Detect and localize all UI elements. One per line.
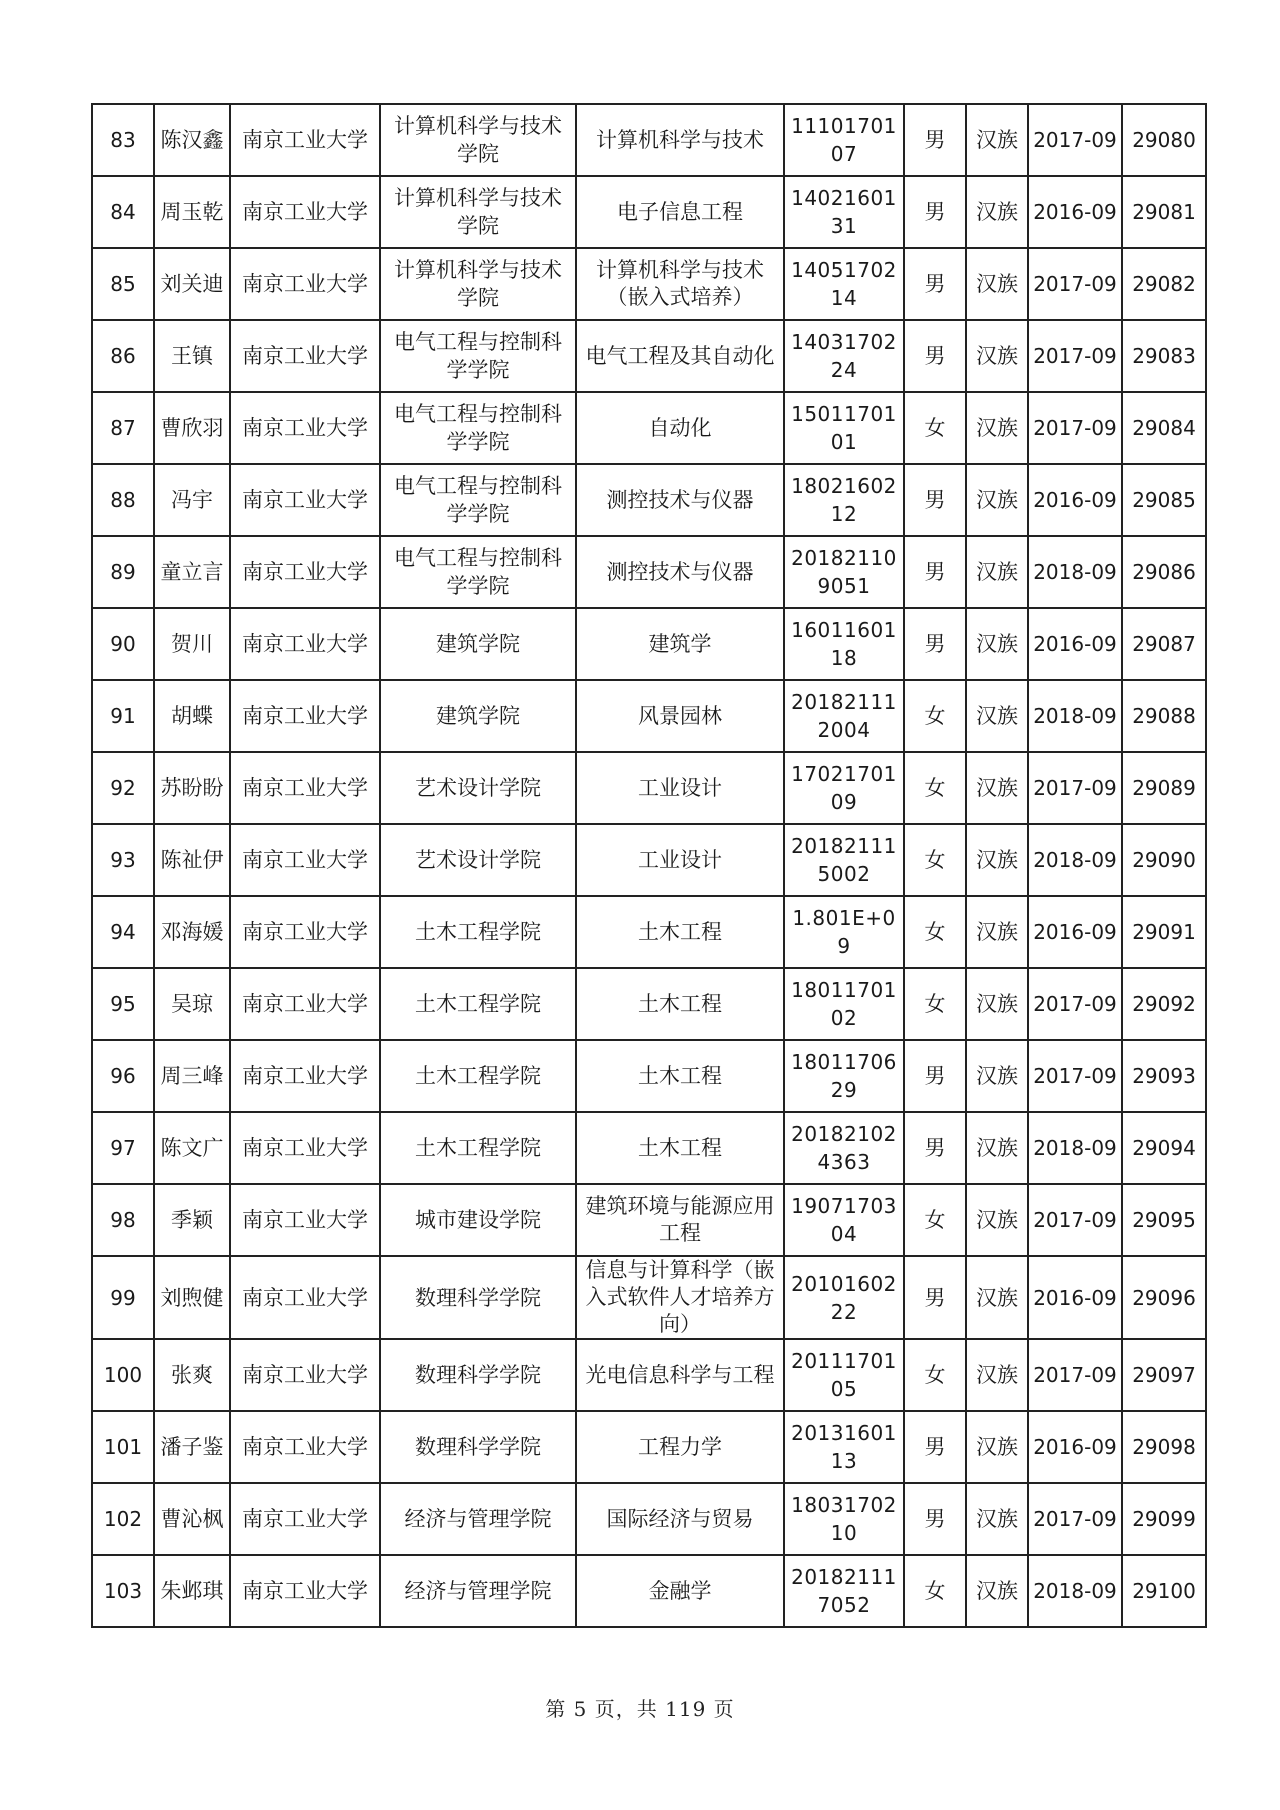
cell-enrolled: 2017-09 bbox=[1028, 968, 1122, 1040]
cell-enrolled: 2017-09 bbox=[1028, 248, 1122, 320]
cell-school: 南京工业大学 bbox=[230, 1411, 380, 1483]
cell-name: 季颖 bbox=[154, 1184, 230, 1256]
cell-student-id: 1601160118 bbox=[784, 608, 904, 680]
cell-major: 工程力学 bbox=[576, 1411, 784, 1483]
cell-ethnicity: 汉族 bbox=[966, 104, 1028, 176]
table-row bbox=[92, 1483, 1206, 1555]
cell-college: 计算机科学与技术学院 bbox=[380, 104, 576, 176]
cell-name: 陈文广 bbox=[154, 1112, 230, 1184]
cell-gender: 男 bbox=[904, 608, 966, 680]
cell-seq: 84 bbox=[92, 176, 154, 248]
cell-college: 艺术设计学院 bbox=[380, 824, 576, 896]
cell-student-id: 201821024363 bbox=[784, 1112, 904, 1184]
cell-college: 电气工程与控制科学学院 bbox=[380, 464, 576, 536]
cell-ethnicity: 汉族 bbox=[966, 176, 1028, 248]
cell-name: 胡蝶 bbox=[154, 680, 230, 752]
cell-name: 王镇 bbox=[154, 320, 230, 392]
cell-gender: 男 bbox=[904, 1040, 966, 1112]
cell-school: 南京工业大学 bbox=[230, 392, 380, 464]
cell-ethnicity: 汉族 bbox=[966, 1184, 1028, 1256]
table-row bbox=[92, 968, 1206, 1040]
table-row bbox=[92, 1555, 1206, 1627]
cell-ethnicity: 汉族 bbox=[966, 1339, 1028, 1411]
cell-seq: 97 bbox=[92, 1112, 154, 1184]
cell-code: 29088 bbox=[1122, 680, 1206, 752]
cell-major: 自动化 bbox=[576, 392, 784, 464]
cell-enrolled: 2018-09 bbox=[1028, 1555, 1122, 1627]
cell-major: 建筑环境与能源应用工程 bbox=[576, 1184, 784, 1256]
cell-seq: 87 bbox=[92, 392, 154, 464]
table-row bbox=[92, 1339, 1206, 1411]
cell-code: 29083 bbox=[1122, 320, 1206, 392]
cell-gender: 男 bbox=[904, 1256, 966, 1339]
table-row bbox=[92, 464, 1206, 536]
cell-student-id: 201821117052 bbox=[784, 1555, 904, 1627]
cell-student-id: 1803170210 bbox=[784, 1483, 904, 1555]
cell-gender: 女 bbox=[904, 824, 966, 896]
cell-seq: 96 bbox=[92, 1040, 154, 1112]
cell-school: 南京工业大学 bbox=[230, 896, 380, 968]
cell-name: 朱邺琪 bbox=[154, 1555, 230, 1627]
cell-code: 29084 bbox=[1122, 392, 1206, 464]
cell-enrolled: 2016-09 bbox=[1028, 608, 1122, 680]
cell-seq: 95 bbox=[92, 968, 154, 1040]
cell-enrolled: 2017-09 bbox=[1028, 1040, 1122, 1112]
cell-gender: 男 bbox=[904, 104, 966, 176]
cell-enrolled: 2016-09 bbox=[1028, 896, 1122, 968]
table-row bbox=[92, 320, 1206, 392]
cell-gender: 女 bbox=[904, 896, 966, 968]
cell-ethnicity: 汉族 bbox=[966, 968, 1028, 1040]
cell-ethnicity: 汉族 bbox=[966, 536, 1028, 608]
cell-student-id: 1801170102 bbox=[784, 968, 904, 1040]
cell-seq: 91 bbox=[92, 680, 154, 752]
cell-major: 风景园林 bbox=[576, 680, 784, 752]
cell-school: 南京工业大学 bbox=[230, 248, 380, 320]
cell-seq: 86 bbox=[92, 320, 154, 392]
cell-ethnicity: 汉族 bbox=[966, 1483, 1028, 1555]
table-row bbox=[92, 248, 1206, 320]
cell-major: 计算机科学与技术 bbox=[576, 104, 784, 176]
cell-major: 土木工程 bbox=[576, 1040, 784, 1112]
cell-student-id: 1403170224 bbox=[784, 320, 904, 392]
page-footer: 第 5 页，共 119 页 bbox=[545, 1697, 735, 1721]
cell-major: 金融学 bbox=[576, 1555, 784, 1627]
table-row bbox=[92, 752, 1206, 824]
cell-school: 南京工业大学 bbox=[230, 752, 380, 824]
cell-college: 土木工程学院 bbox=[380, 896, 576, 968]
cell-name: 刘关迪 bbox=[154, 248, 230, 320]
cell-code: 29086 bbox=[1122, 536, 1206, 608]
cell-seq: 85 bbox=[92, 248, 154, 320]
table-row bbox=[92, 896, 1206, 968]
cell-student-id: 1801170629 bbox=[784, 1040, 904, 1112]
cell-major: 电子信息工程 bbox=[576, 176, 784, 248]
cell-gender: 女 bbox=[904, 968, 966, 1040]
cell-college: 艺术设计学院 bbox=[380, 752, 576, 824]
cell-school: 南京工业大学 bbox=[230, 824, 380, 896]
cell-enrolled: 2016-09 bbox=[1028, 176, 1122, 248]
cell-student-id: 1.801E+09 bbox=[784, 896, 904, 968]
cell-college: 经济与管理学院 bbox=[380, 1555, 576, 1627]
cell-code: 29081 bbox=[1122, 176, 1206, 248]
cell-enrolled: 2018-09 bbox=[1028, 1112, 1122, 1184]
table-row bbox=[92, 176, 1206, 248]
cell-code: 29089 bbox=[1122, 752, 1206, 824]
cell-school: 南京工业大学 bbox=[230, 608, 380, 680]
cell-college: 计算机科学与技术学院 bbox=[380, 176, 576, 248]
cell-code: 29095 bbox=[1122, 1184, 1206, 1256]
cell-enrolled: 2017-09 bbox=[1028, 320, 1122, 392]
table-row bbox=[92, 608, 1206, 680]
cell-code: 29092 bbox=[1122, 968, 1206, 1040]
cell-school: 南京工业大学 bbox=[230, 320, 380, 392]
cell-name: 张爽 bbox=[154, 1339, 230, 1411]
cell-student-id: 1501170101 bbox=[784, 392, 904, 464]
cell-student-id: 2010160222 bbox=[784, 1256, 904, 1339]
cell-seq: 100 bbox=[92, 1339, 154, 1411]
cell-major: 建筑学 bbox=[576, 608, 784, 680]
cell-major: 国际经济与贸易 bbox=[576, 1483, 784, 1555]
cell-major: 测控技术与仪器 bbox=[576, 536, 784, 608]
cell-name: 冯宇 bbox=[154, 464, 230, 536]
cell-seq: 83 bbox=[92, 104, 154, 176]
cell-student-id: 201821109051 bbox=[784, 536, 904, 608]
cell-name: 陈汉鑫 bbox=[154, 104, 230, 176]
cell-student-id: 1405170214 bbox=[784, 248, 904, 320]
cell-code: 29094 bbox=[1122, 1112, 1206, 1184]
table-row bbox=[92, 1411, 1206, 1483]
cell-gender: 男 bbox=[904, 1483, 966, 1555]
cell-ethnicity: 汉族 bbox=[966, 824, 1028, 896]
cell-college: 电气工程与控制科学学院 bbox=[380, 392, 576, 464]
cell-major: 光电信息科学与工程 bbox=[576, 1339, 784, 1411]
cell-code: 29099 bbox=[1122, 1483, 1206, 1555]
cell-code: 29100 bbox=[1122, 1555, 1206, 1627]
cell-code: 29082 bbox=[1122, 248, 1206, 320]
table-row bbox=[92, 1256, 1206, 1339]
cell-seq: 103 bbox=[92, 1555, 154, 1627]
cell-name: 陈祉伊 bbox=[154, 824, 230, 896]
cell-college: 建筑学院 bbox=[380, 680, 576, 752]
cell-gender: 女 bbox=[904, 1184, 966, 1256]
cell-school: 南京工业大学 bbox=[230, 680, 380, 752]
cell-seq: 99 bbox=[92, 1256, 154, 1339]
cell-code: 29090 bbox=[1122, 824, 1206, 896]
cell-ethnicity: 汉族 bbox=[966, 896, 1028, 968]
cell-student-id: 2013160113 bbox=[784, 1411, 904, 1483]
cell-code: 29096 bbox=[1122, 1256, 1206, 1339]
cell-college: 电气工程与控制科学学院 bbox=[380, 536, 576, 608]
cell-major: 计算机科学与技术（嵌入式培养） bbox=[576, 248, 784, 320]
table-row bbox=[92, 1040, 1206, 1112]
cell-gender: 女 bbox=[904, 1339, 966, 1411]
cell-college: 土木工程学院 bbox=[380, 968, 576, 1040]
cell-code: 29080 bbox=[1122, 104, 1206, 176]
cell-enrolled: 2018-09 bbox=[1028, 824, 1122, 896]
table-row bbox=[92, 392, 1206, 464]
cell-school: 南京工业大学 bbox=[230, 1483, 380, 1555]
cell-seq: 90 bbox=[92, 608, 154, 680]
cell-name: 潘子鉴 bbox=[154, 1411, 230, 1483]
cell-ethnicity: 汉族 bbox=[966, 320, 1028, 392]
cell-school: 南京工业大学 bbox=[230, 464, 380, 536]
cell-college: 土木工程学院 bbox=[380, 1112, 576, 1184]
cell-ethnicity: 汉族 bbox=[966, 608, 1028, 680]
cell-ethnicity: 汉族 bbox=[966, 752, 1028, 824]
cell-name: 周玉乾 bbox=[154, 176, 230, 248]
cell-student-id: 201821115002 bbox=[784, 824, 904, 896]
cell-enrolled: 2016-09 bbox=[1028, 1256, 1122, 1339]
cell-college: 数理科学学院 bbox=[380, 1339, 576, 1411]
cell-student-id: 1802160212 bbox=[784, 464, 904, 536]
cell-name: 邓海媛 bbox=[154, 896, 230, 968]
cell-major: 信息与计算科学（嵌入式软件人才培养方向） bbox=[576, 1256, 784, 1339]
cell-major: 土木工程 bbox=[576, 968, 784, 1040]
cell-ethnicity: 汉族 bbox=[966, 1256, 1028, 1339]
cell-school: 南京工业大学 bbox=[230, 1339, 380, 1411]
cell-school: 南京工业大学 bbox=[230, 1555, 380, 1627]
table-row bbox=[92, 536, 1206, 608]
table-body bbox=[92, 104, 1206, 1627]
cell-gender: 女 bbox=[904, 680, 966, 752]
cell-name: 刘煦健 bbox=[154, 1256, 230, 1339]
cell-major: 工业设计 bbox=[576, 752, 784, 824]
cell-seq: 92 bbox=[92, 752, 154, 824]
cell-seq: 94 bbox=[92, 896, 154, 968]
cell-college: 数理科学学院 bbox=[380, 1256, 576, 1339]
student-table bbox=[91, 103, 1207, 1628]
cell-college: 土木工程学院 bbox=[380, 1040, 576, 1112]
cell-gender: 男 bbox=[904, 1112, 966, 1184]
cell-code: 29098 bbox=[1122, 1411, 1206, 1483]
cell-enrolled: 2018-09 bbox=[1028, 536, 1122, 608]
cell-college: 计算机科学与技术学院 bbox=[380, 248, 576, 320]
cell-student-id: 1402160131 bbox=[784, 176, 904, 248]
cell-ethnicity: 汉族 bbox=[966, 1411, 1028, 1483]
cell-enrolled: 2018-09 bbox=[1028, 680, 1122, 752]
cell-enrolled: 2016-09 bbox=[1028, 464, 1122, 536]
cell-name: 曹欣羽 bbox=[154, 392, 230, 464]
cell-school: 南京工业大学 bbox=[230, 1040, 380, 1112]
table-row bbox=[92, 680, 1206, 752]
cell-school: 南京工业大学 bbox=[230, 1256, 380, 1339]
cell-name: 周三峰 bbox=[154, 1040, 230, 1112]
cell-enrolled: 2017-09 bbox=[1028, 1339, 1122, 1411]
cell-gender: 男 bbox=[904, 320, 966, 392]
cell-major: 土木工程 bbox=[576, 1112, 784, 1184]
cell-ethnicity: 汉族 bbox=[966, 392, 1028, 464]
cell-enrolled: 2017-09 bbox=[1028, 1184, 1122, 1256]
cell-code: 29093 bbox=[1122, 1040, 1206, 1112]
cell-major: 工业设计 bbox=[576, 824, 784, 896]
cell-school: 南京工业大学 bbox=[230, 968, 380, 1040]
cell-college: 城市建设学院 bbox=[380, 1184, 576, 1256]
cell-student-id: 2011170105 bbox=[784, 1339, 904, 1411]
cell-student-id: 1702170109 bbox=[784, 752, 904, 824]
cell-school: 南京工业大学 bbox=[230, 104, 380, 176]
cell-name: 曹沁枫 bbox=[154, 1483, 230, 1555]
cell-seq: 88 bbox=[92, 464, 154, 536]
cell-ethnicity: 汉族 bbox=[966, 1555, 1028, 1627]
cell-student-id: 1110170107 bbox=[784, 104, 904, 176]
cell-ethnicity: 汉族 bbox=[966, 1040, 1028, 1112]
cell-gender: 男 bbox=[904, 176, 966, 248]
cell-college: 建筑学院 bbox=[380, 608, 576, 680]
table-row bbox=[92, 824, 1206, 896]
cell-enrolled: 2016-09 bbox=[1028, 1411, 1122, 1483]
cell-code: 29091 bbox=[1122, 896, 1206, 968]
cell-ethnicity: 汉族 bbox=[966, 1112, 1028, 1184]
table-row bbox=[92, 1184, 1206, 1256]
cell-major: 测控技术与仪器 bbox=[576, 464, 784, 536]
cell-ethnicity: 汉族 bbox=[966, 248, 1028, 320]
cell-gender: 男 bbox=[904, 464, 966, 536]
cell-major: 土木工程 bbox=[576, 896, 784, 968]
cell-seq: 93 bbox=[92, 824, 154, 896]
cell-school: 南京工业大学 bbox=[230, 176, 380, 248]
cell-name: 贺川 bbox=[154, 608, 230, 680]
cell-college: 数理科学学院 bbox=[380, 1411, 576, 1483]
cell-enrolled: 2017-09 bbox=[1028, 104, 1122, 176]
cell-seq: 89 bbox=[92, 536, 154, 608]
cell-seq: 98 bbox=[92, 1184, 154, 1256]
cell-name: 童立言 bbox=[154, 536, 230, 608]
cell-seq: 102 bbox=[92, 1483, 154, 1555]
cell-code: 29087 bbox=[1122, 608, 1206, 680]
cell-student-id: 201821112004 bbox=[784, 680, 904, 752]
table-row bbox=[92, 104, 1206, 176]
cell-code: 29085 bbox=[1122, 464, 1206, 536]
cell-seq: 101 bbox=[92, 1411, 154, 1483]
cell-college: 电气工程与控制科学学院 bbox=[380, 320, 576, 392]
cell-gender: 男 bbox=[904, 1411, 966, 1483]
cell-college: 经济与管理学院 bbox=[380, 1483, 576, 1555]
cell-gender: 女 bbox=[904, 1555, 966, 1627]
cell-enrolled: 2017-09 bbox=[1028, 1483, 1122, 1555]
cell-gender: 女 bbox=[904, 752, 966, 824]
table-row bbox=[92, 1112, 1206, 1184]
cell-ethnicity: 汉族 bbox=[966, 464, 1028, 536]
cell-school: 南京工业大学 bbox=[230, 1184, 380, 1256]
cell-name: 苏盼盼 bbox=[154, 752, 230, 824]
cell-code: 29097 bbox=[1122, 1339, 1206, 1411]
cell-school: 南京工业大学 bbox=[230, 536, 380, 608]
cell-ethnicity: 汉族 bbox=[966, 680, 1028, 752]
cell-enrolled: 2017-09 bbox=[1028, 752, 1122, 824]
cell-name: 吴琼 bbox=[154, 968, 230, 1040]
cell-gender: 男 bbox=[904, 536, 966, 608]
cell-enrolled: 2017-09 bbox=[1028, 392, 1122, 464]
cell-school: 南京工业大学 bbox=[230, 1112, 380, 1184]
cell-gender: 男 bbox=[904, 248, 966, 320]
cell-major: 电气工程及其自动化 bbox=[576, 320, 784, 392]
cell-student-id: 1907170304 bbox=[784, 1184, 904, 1256]
cell-gender: 女 bbox=[904, 392, 966, 464]
